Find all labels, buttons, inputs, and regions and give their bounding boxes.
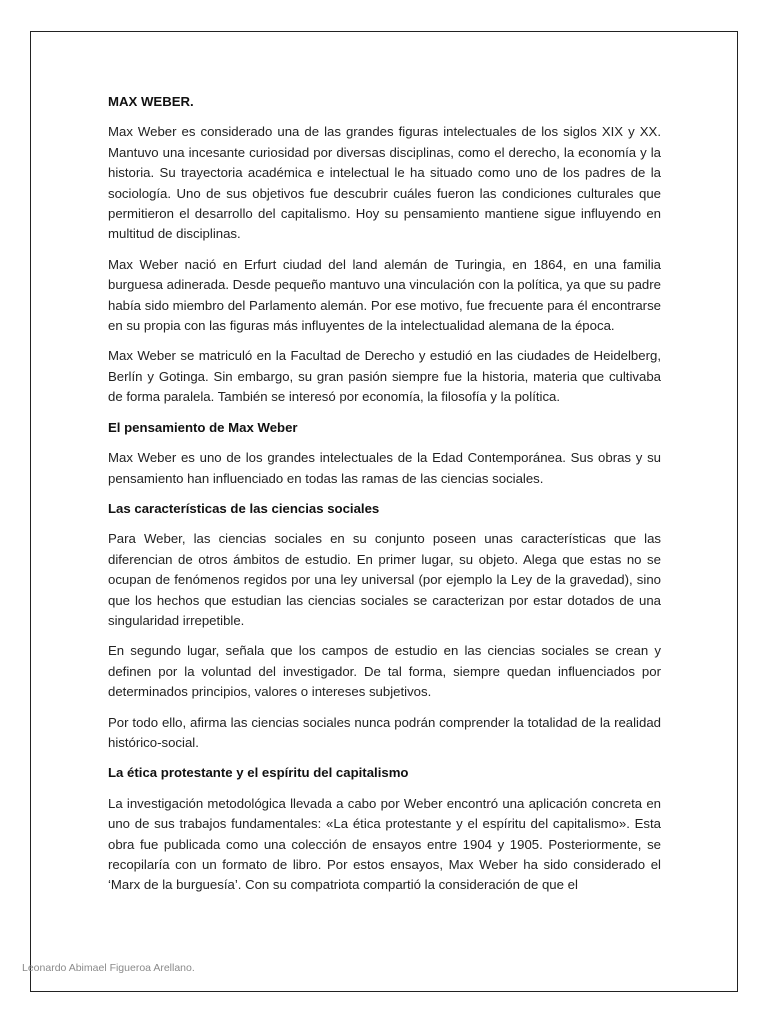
- paragraph: Max Weber es uno de los grandes intelectuales de la Edad Contemporánea. Sus obras y su pensamiento han influenciado en todas las ramas de las ciencias sociales.: [108, 450, 661, 486]
- paragraph: Para Weber, las ciencias sociales en su conjunto poseen unas características que las diferencian de otros ámbitos de estudio. En primer lugar, su objeto. Alega que estas no se ocupan de fenómenos regidos por una ley universal (por ejemplo la Ley de la gravedad), sino que los hechos que estudian las ciencias sociales se caracterizan por estar dotados de una singularidad irrepetible.: [108, 531, 661, 628]
- paragraph: Por todo ello, afirma las ciencias sociales nunca podrán comprender la totalidad de la realidad histórico-social.: [108, 714, 661, 750]
- paragraph: Max Weber nació en Erfurt ciudad del land alemán de Turingia, en 1864, en una familia burguesa adinerada. Desde pequeño mantuvo una vinculación con la política, ya que su padre había sido miembro del Parlamento alemán. Por ese motivo, fue frecuente para él encontrarse en su propia con las figuras más influyentes de la intelectualidad alemana de la época.: [108, 256, 661, 334]
- section-heading: El pensamiento de Max Weber: [108, 419, 298, 435]
- paragraph: En segundo lugar, señala que los campos de estudio en las ciencias sociales se crean y definen por la voluntad del investigador. De tal forma, siempre quedan influenciados por determinados principios, valores o intereses subjetivos.: [108, 643, 661, 700]
- paragraph: Max Weber se matriculó en la Facultad de Derecho y estudió en las ciudades de Heidelberg, Berlín y Gotinga. Sin embargo, su gran pasión siempre fue la historia, materia que cultivaba de forma paralela. También se interesó por economía, la filosofía y la política.: [108, 348, 661, 405]
- document-title: MAX WEBER.: [108, 94, 194, 109]
- section-heading: Las características de las ciencias sociales: [108, 500, 380, 516]
- section-heading: La ética protestante y el espíritu del capitalismo: [108, 765, 409, 781]
- document-body: [108, 92, 661, 906]
- paragraph: Max Weber es considerado una de las grandes figuras intelectuales de los siglos XIX y XX. Mantuvo una incesante curiosidad por diversas disciplinas, como el derecho, la economía y la historia. Su trayectoria académica e intelectual le ha situado como uno de los padres de la sociología. Uno de sus objetivos fue descubrir cuáles fueron las condiciones culturales que permitieron el desarrollo del capitalismo. Hoy su pensamiento mantiene sigue influyendo en multitud de disciplinas.: [108, 124, 661, 242]
- footer-author: Leonardo Abimael Figueroa Arellano.: [22, 962, 195, 974]
- paragraph: La investigación metodológica llevada a cabo por Weber encontró una aplicación concreta en uno de sus trabajos fundamentales: «La ética protestante y el espíritu del capitalismo». Esta obra fue publicada como una colección de ensayos entre 1904 y 1905. Posteriormente, se recopilaría con un formato de libro. Por estos ensayos, Max Weber ha sido considerado el ‘Marx de la burguesía’. Con su compatriota compartió la consideración de que el: [108, 795, 661, 893]
